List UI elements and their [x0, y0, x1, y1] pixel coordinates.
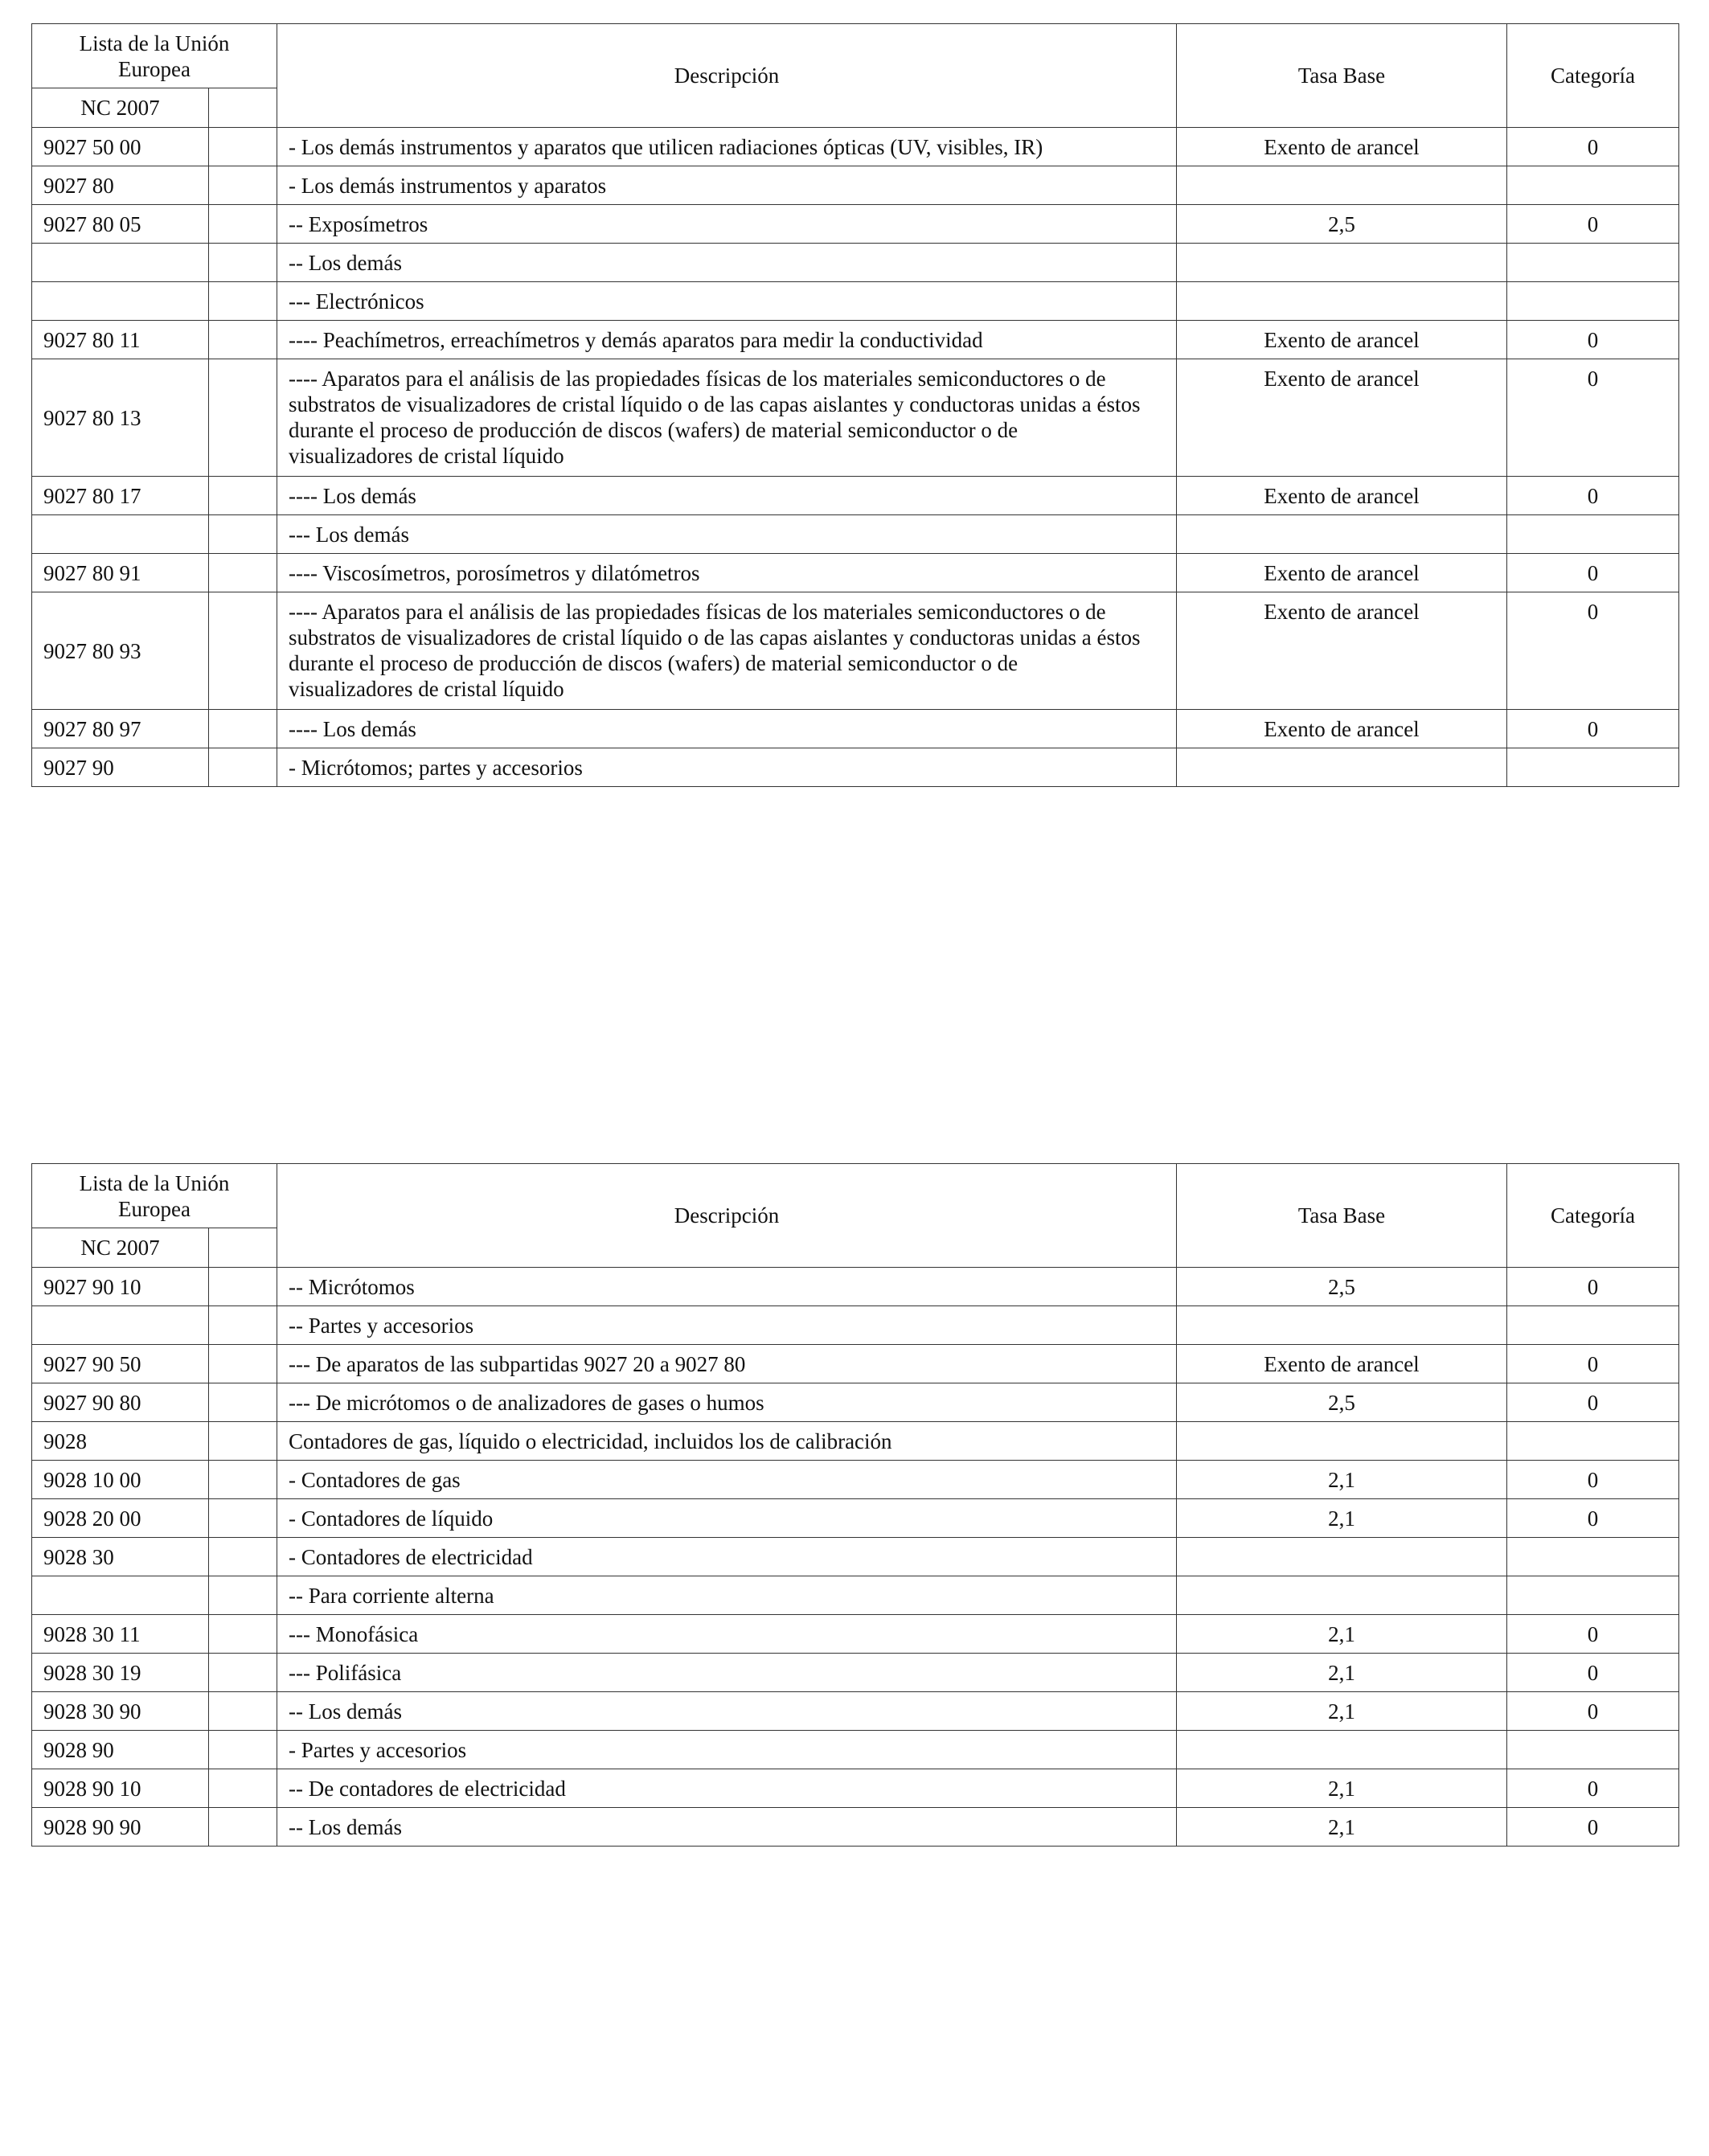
- category-cell: 0: [1507, 710, 1679, 748]
- table-row: [32, 1615, 1679, 1654]
- empty-cell: [209, 1731, 277, 1769]
- description-cell: - Los demás instrumentos y aparatos que utilicen radiaciones ópticas (UV, visibles, IR): [277, 128, 1177, 166]
- base-rate-cell: 2,5: [1177, 1383, 1507, 1422]
- base-rate-cell: Exento de arancel: [1177, 592, 1507, 710]
- table-row: [32, 592, 1679, 710]
- code-cell: 9027 80 97: [32, 710, 209, 748]
- code-cell: [32, 282, 209, 321]
- table-row: [32, 1538, 1679, 1576]
- description-line: ---- Aparatos para el análisis de las propiedades físicas de los materiales semiconductores o de: [289, 367, 1106, 391]
- description-cell: ---- Peachímetros, erreachímetros y demás aparatos para medir la conductividad: [277, 321, 1177, 359]
- category-cell: 0: [1507, 205, 1679, 244]
- base-rate-cell: [1177, 1576, 1507, 1615]
- category-cell: 0: [1507, 1615, 1679, 1654]
- base-rate-cell: [1177, 515, 1507, 554]
- category-cell: [1507, 1538, 1679, 1576]
- description-cell: [277, 592, 1177, 710]
- code-cell: 9028 90 10: [32, 1769, 209, 1808]
- empty-cell: [209, 1461, 277, 1499]
- table-row: [32, 554, 1679, 592]
- header-eu-list-line2: Europea: [118, 56, 191, 81]
- category-cell: 0: [1507, 1345, 1679, 1383]
- base-rate-cell: 2,1: [1177, 1615, 1507, 1654]
- description-cell: - Partes y accesorios: [277, 1731, 1177, 1769]
- header-base-rate: Tasa Base: [1177, 24, 1507, 128]
- empty-cell: [209, 1268, 277, 1306]
- code-cell: 9028 30 19: [32, 1654, 209, 1692]
- header-eu-list-line2: Europea: [118, 1196, 191, 1221]
- table-row: [32, 1306, 1679, 1345]
- code-cell: 9027 90 10: [32, 1268, 209, 1306]
- category-cell: 0: [1507, 1499, 1679, 1538]
- code-cell: [32, 1576, 209, 1615]
- base-rate-cell: 2,1: [1177, 1461, 1507, 1499]
- table-row: [32, 1345, 1679, 1383]
- description-cell: -- Para corriente alterna: [277, 1576, 1177, 1615]
- base-rate-cell: Exento de arancel: [1177, 359, 1507, 477]
- code-cell: [32, 244, 209, 282]
- description-cell: --- Los demás: [277, 515, 1177, 554]
- code-cell: 9027 80: [32, 166, 209, 205]
- category-cell: [1507, 515, 1679, 554]
- base-rate-cell: [1177, 1731, 1507, 1769]
- empty-cell: [209, 244, 277, 282]
- description-cell: ---- Los demás: [277, 477, 1177, 515]
- empty-cell: [209, 1383, 277, 1422]
- tariff-table-2: [31, 1163, 1679, 1847]
- base-rate-cell: 2,1: [1177, 1692, 1507, 1731]
- category-cell: 0: [1507, 1808, 1679, 1847]
- base-rate-cell: [1177, 244, 1507, 282]
- category-cell: 0: [1507, 1268, 1679, 1306]
- category-cell: [1507, 1731, 1679, 1769]
- category-cell: 0: [1507, 1383, 1679, 1422]
- description-cell: -- Exposímetros: [277, 205, 1177, 244]
- code-cell: 9028 30 90: [32, 1692, 209, 1731]
- base-rate-cell: 2,1: [1177, 1654, 1507, 1692]
- description-line: substratos de visualizadores de cristal líquido o de las capas aislantes y conductoras unidas a éstos: [289, 625, 1141, 650]
- empty-cell: [209, 710, 277, 748]
- empty-cell: [209, 359, 277, 477]
- category-cell: 0: [1507, 1692, 1679, 1731]
- empty-cell: [209, 1538, 277, 1576]
- table-row: [32, 1731, 1679, 1769]
- header-nc: NC 2007: [32, 88, 209, 128]
- description-line: visualizadores de cristal líquido: [289, 444, 564, 468]
- empty-cell: [209, 748, 277, 787]
- base-rate-cell: [1177, 1422, 1507, 1461]
- base-rate-cell: Exento de arancel: [1177, 554, 1507, 592]
- header-eu-list: [32, 24, 277, 88]
- empty-cell: [209, 282, 277, 321]
- description-cell: [277, 359, 1177, 477]
- category-cell: 0: [1507, 592, 1679, 710]
- empty-cell: [209, 515, 277, 554]
- code-cell: 9028 20 00: [32, 1499, 209, 1538]
- description-cell: --- Monofásica: [277, 1615, 1177, 1654]
- code-cell: 9028 90: [32, 1731, 209, 1769]
- base-rate-cell: Exento de arancel: [1177, 321, 1507, 359]
- empty-cell: [209, 205, 277, 244]
- base-rate-cell: [1177, 1538, 1507, 1576]
- code-cell: 9027 90 50: [32, 1345, 209, 1383]
- header-eu-list-line1: Lista de la Unión: [79, 31, 230, 55]
- description-cell: -- Micrótomos: [277, 1268, 1177, 1306]
- table-row: [32, 1268, 1679, 1306]
- table-row: [32, 1499, 1679, 1538]
- base-rate-cell: 2,5: [1177, 205, 1507, 244]
- category-cell: 0: [1507, 128, 1679, 166]
- category-cell: [1507, 748, 1679, 787]
- base-rate-cell: [1177, 282, 1507, 321]
- description-cell: --- Electrónicos: [277, 282, 1177, 321]
- base-rate-cell: Exento de arancel: [1177, 1345, 1507, 1383]
- code-cell: 9028 90 90: [32, 1808, 209, 1847]
- table-row: [32, 1383, 1679, 1422]
- header-eu-list: [32, 1164, 277, 1228]
- base-rate-cell: 2,1: [1177, 1769, 1507, 1808]
- description-cell: -- De contadores de electricidad: [277, 1769, 1177, 1808]
- description-cell: - Contadores de líquido: [277, 1499, 1177, 1538]
- code-cell: 9027 90: [32, 748, 209, 787]
- description-line: durante el proceso de producción de discos (wafers) de material semiconductor o de: [289, 651, 1018, 675]
- table-row: [32, 205, 1679, 244]
- header-category: Categoría: [1507, 1164, 1679, 1268]
- description-cell: - Los demás instrumentos y aparatos: [277, 166, 1177, 205]
- empty-cell: [209, 1499, 277, 1538]
- code-cell: [32, 515, 209, 554]
- table-row: [32, 477, 1679, 515]
- empty-cell: [209, 1615, 277, 1654]
- description-cell: -- Los demás: [277, 1692, 1177, 1731]
- base-rate-cell: 2,1: [1177, 1808, 1507, 1847]
- description-cell: -- Los demás: [277, 1808, 1177, 1847]
- description-cell: --- Polifásica: [277, 1654, 1177, 1692]
- header-category: Categoría: [1507, 24, 1679, 128]
- empty-cell: [209, 166, 277, 205]
- description-cell: ---- Los demás: [277, 710, 1177, 748]
- empty-cell: [209, 1345, 277, 1383]
- header-description: Descripción: [277, 1164, 1177, 1268]
- code-cell: 9028: [32, 1422, 209, 1461]
- tariff-table-1: [31, 23, 1679, 787]
- table-row: [32, 128, 1679, 166]
- description-line: visualizadores de cristal líquido: [289, 677, 564, 701]
- empty-cell: [209, 128, 277, 166]
- description-cell: --- De aparatos de las subpartidas 9027 20 a 9027 80: [277, 1345, 1177, 1383]
- table-row: [32, 1692, 1679, 1731]
- table-row: [32, 1769, 1679, 1808]
- base-rate-cell: [1177, 166, 1507, 205]
- description-cell: - Micrótomos; partes y accesorios: [277, 748, 1177, 787]
- base-rate-cell: 2,5: [1177, 1268, 1507, 1306]
- empty-cell: [209, 1422, 277, 1461]
- category-cell: 0: [1507, 554, 1679, 592]
- empty-cell: [209, 1808, 277, 1847]
- table-row: [32, 1422, 1679, 1461]
- table-row: [32, 244, 1679, 282]
- code-cell: 9028 30: [32, 1538, 209, 1576]
- code-cell: 9027 90 80: [32, 1383, 209, 1422]
- base-rate-cell: 2,1: [1177, 1499, 1507, 1538]
- category-cell: [1507, 1576, 1679, 1615]
- base-rate-cell: Exento de arancel: [1177, 477, 1507, 515]
- code-cell: 9027 80 91: [32, 554, 209, 592]
- base-rate-cell: Exento de arancel: [1177, 710, 1507, 748]
- header-empty: [209, 1228, 277, 1268]
- empty-cell: [209, 1692, 277, 1731]
- description-cell: - Contadores de electricidad: [277, 1538, 1177, 1576]
- table-row: [32, 359, 1679, 477]
- table-row: [32, 282, 1679, 321]
- description-cell: Contadores de gas, líquido o electricidad, incluidos los de calibración: [277, 1422, 1177, 1461]
- table-row: [32, 1808, 1679, 1847]
- table-row: [32, 1461, 1679, 1499]
- code-cell: 9027 50 00: [32, 128, 209, 166]
- category-cell: [1507, 282, 1679, 321]
- category-cell: 0: [1507, 1769, 1679, 1808]
- code-cell: 9027 80 13: [32, 359, 209, 477]
- code-cell: 9027 80 17: [32, 477, 209, 515]
- category-cell: 0: [1507, 359, 1679, 477]
- base-rate-cell: [1177, 1306, 1507, 1345]
- code-cell: 9027 80 11: [32, 321, 209, 359]
- empty-cell: [209, 1769, 277, 1808]
- table-row: [32, 515, 1679, 554]
- base-rate-cell: [1177, 748, 1507, 787]
- empty-cell: [209, 592, 277, 710]
- description-cell: - Contadores de gas: [277, 1461, 1177, 1499]
- table-row: [32, 321, 1679, 359]
- code-cell: 9027 80 93: [32, 592, 209, 710]
- category-cell: [1507, 166, 1679, 205]
- description-cell: -- Los demás: [277, 244, 1177, 282]
- table-row: [32, 1654, 1679, 1692]
- description-cell: ---- Viscosímetros, porosímetros y dilatómetros: [277, 554, 1177, 592]
- header-base-rate: Tasa Base: [1177, 1164, 1507, 1268]
- category-cell: [1507, 1422, 1679, 1461]
- header-eu-list-line1: Lista de la Unión: [79, 1170, 230, 1195]
- category-cell: [1507, 244, 1679, 282]
- header-nc: NC 2007: [32, 1228, 209, 1268]
- table-row: [32, 748, 1679, 787]
- header-empty: [209, 88, 277, 128]
- empty-cell: [209, 1576, 277, 1615]
- empty-cell: [209, 554, 277, 592]
- base-rate-cell: Exento de arancel: [1177, 128, 1507, 166]
- category-cell: 0: [1507, 477, 1679, 515]
- empty-cell: [209, 477, 277, 515]
- category-cell: 0: [1507, 321, 1679, 359]
- code-cell: 9027 80 05: [32, 205, 209, 244]
- table-row: [32, 166, 1679, 205]
- empty-cell: [209, 321, 277, 359]
- description-line: durante el proceso de producción de discos (wafers) de material semiconductor o de: [289, 418, 1018, 442]
- category-cell: 0: [1507, 1461, 1679, 1499]
- description-cell: -- Partes y accesorios: [277, 1306, 1177, 1345]
- code-cell: 9028 10 00: [32, 1461, 209, 1499]
- code-cell: 9028 30 11: [32, 1615, 209, 1654]
- description-line: ---- Aparatos para el análisis de las propiedades físicas de los materiales semiconductores o de: [289, 600, 1106, 624]
- category-cell: [1507, 1306, 1679, 1345]
- empty-cell: [209, 1306, 277, 1345]
- empty-cell: [209, 1654, 277, 1692]
- code-cell: [32, 1306, 209, 1345]
- header-description: Descripción: [277, 24, 1177, 128]
- description-line: substratos de visualizadores de cristal líquido o de las capas aislantes y conductoras unidas a éstos: [289, 392, 1141, 416]
- description-cell: --- De micrótomos o de analizadores de gases o humos: [277, 1383, 1177, 1422]
- table-row: [32, 1576, 1679, 1615]
- category-cell: 0: [1507, 1654, 1679, 1692]
- table-row: [32, 710, 1679, 748]
